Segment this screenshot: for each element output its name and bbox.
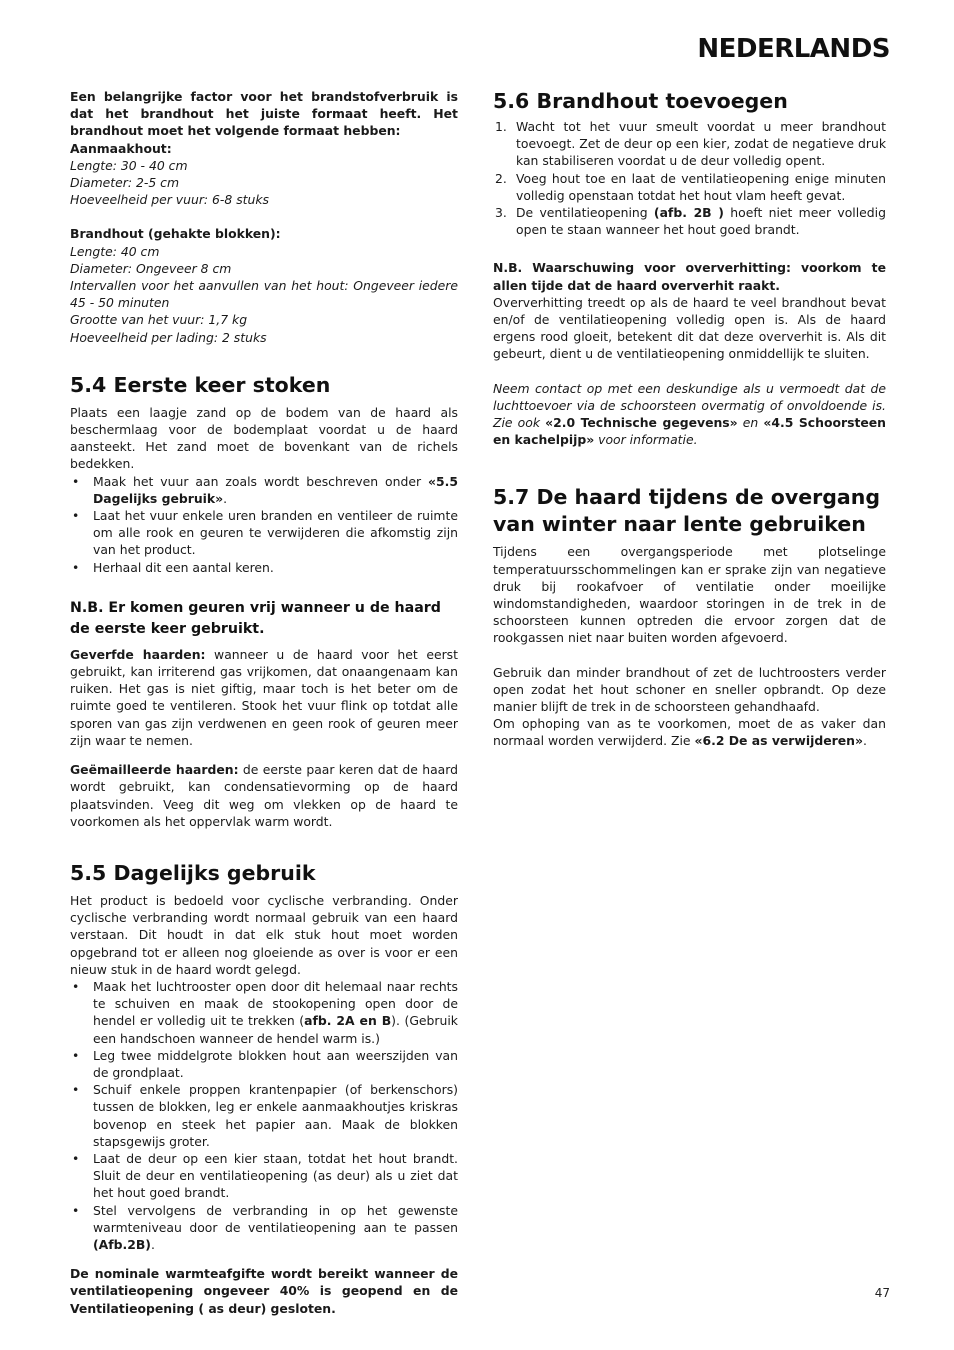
kindling-label: Aanmaakhout:	[70, 140, 172, 156]
painted-stoves-text: Geverfde haarden: wanneer u de haard voor het eerst gebruikt, kan irriterend gas vrijkomen, dat onaangenaam kan ruiken. Het gas is niet giftig, maar toch is het beter om de ruimte goed te ventileren. Stook het vuur flink op totdat alle sporen van gas zijn verdwenen en geen rook of geuren meer zijn waar te nemen.	[70, 646, 458, 748]
reference-link: «2.0 Technische gegevens»	[545, 415, 738, 431]
contact-expert-text: Neem contact op met een deskundige als u vermoedt dat de luchttoevoer via de schoorsteen overmatig of onvoldoende is. Zie ook «2.0 Technische gegevens» en «4.5 Schoorsteen en kachelpijp» voor informatie.	[493, 380, 887, 448]
list-item: • Herhaal dit een aantal keren.	[72, 559, 274, 575]
list-item: • Leg twee middelgrote blokken hout aan weerszijden van de grondplaat.	[72, 1047, 458, 1080]
section-5-5-list	[70, 978, 458, 1253]
reference-link: «6.2 De as verwijderen»	[694, 733, 863, 749]
fuel-intro: Een belangrijke factor voor het brandstofverbruik is dat het brandhout het juiste formaat heeft. Het brandhout moet het volgende formaat hebben:	[70, 89, 458, 139]
nominal-heat-output-note: De nominale warmteafgifte wordt bereikt wanneer de ventilatieopening ongeveer 40% is geopend en de Ventilatieopening ( as deur) gesloten.	[70, 1266, 458, 1316]
page-header-language: NEDERLANDS	[697, 34, 890, 64]
section-5-7-paragraph-1: Tijdens een overgangsperiode met plotselinge temperatuursschommelingen kan er sprake zijn van negatieve druk bij rookafvoer of ventilatie onder moeilijke windomstandigheden, waardoor storingen in de trek in de schoorsteen kunnen optreden die ervoor zorgen dat de rookgassen niet naar buiten worden afgevoerd.	[493, 544, 886, 646]
reference-link: «4.5 Schoorsteen en kachelpijp»	[493, 415, 887, 448]
section-5-7-paragraph-2: Gebruik dan minder brandhout of zet de luchtroosters verder open zodat het hout schoner en sneller opbrandt. Op deze manier blijft de trek in de schoorsteen gehandhaafd.	[493, 664, 886, 715]
list-item: • Maak het vuur aan zoals wordt beschreven onder «5.5 Dagelijks gebruik».	[72, 473, 458, 506]
section-5-6-title: 5.6 Brandhout toevoegen	[493, 89, 788, 113]
logs-length: Lengte: 40 cm	[70, 243, 160, 259]
left-column	[70, 88, 458, 1317]
logs-interval: Intervallen voor het aanvullen van het hout: Ongeveer iedere 45 - 50 minuten	[70, 278, 458, 311]
section-5-7-paragraph-3: Om ophoping van as te voorkomen, moet de as vaker dan normaal worden verwijderd. Zie «6.2 De as verwijderen».	[493, 716, 886, 749]
list-item: 3. De ventilatieopening (afb. 2B ) hoeft niet meer volledig open te staan wanneer het hout goed brandt.	[495, 205, 886, 238]
list-item: • Stel vervolgens de verbranding in op het gewenste warmteniveau door de ventilatieopening aan te passen (Afb.2B).	[72, 1202, 458, 1252]
kindling-quantity: Hoeveelheid per vuur: 6-8 stuks	[70, 192, 270, 208]
fuel-size-block	[70, 88, 458, 346]
page-number: 47	[874, 1286, 890, 1300]
figure-reference: (afb. 2B )	[653, 205, 724, 221]
section-5-4-title: 5.4 Eerste keer stoken	[70, 372, 331, 397]
figure-reference: (Afb.2B)	[93, 1236, 151, 1252]
list-item: 2. Voeg hout toe en laat de ventilatieopening enige minuten volledig openstaan totdat het hout vlam heeft gevat.	[495, 170, 886, 203]
enamel-stoves-text: Geëmailleerde haarden: de eerste paar keren dat de haard wordt gebruikt, kan condensatievorming op de haard plaatsvinden. Veeg dit weg om vlekken op de haard te voorkomen als het oppervlak warm wordt.	[70, 762, 458, 829]
section-5-4-list	[70, 473, 458, 576]
logs-diameter: Diameter: Ongeveer 8 cm	[70, 260, 232, 276]
list-item: • Laat de deur op een kier staan, totdat het hout brandt. Sluit de deur en ventilatieopening (as deur) als u ziet dat het hout goed brandt.	[72, 1150, 458, 1201]
section-5-5-title: 5.5 Dagelijks gebruik	[70, 860, 316, 885]
list-item: • Laat het vuur enkele uren branden en ventileer de ruimte om alle rook en geuren te verwijderen die afkomstig zijn van het product.	[72, 508, 458, 558]
section-5-6-list	[493, 118, 886, 238]
right-column	[493, 88, 886, 750]
section-5-4-intro: Plaats een laagje zand op de bodem van de haard als beschermlaag voor de bodemplaat voordat u de haard aansteekt. Het zand moet de bovenkant van de richels bedekken.	[70, 404, 458, 472]
logs-fire-size: Grootte van het vuur: 1,7 kg	[70, 312, 248, 328]
list-item: • Schuif enkele proppen krantenpapier (of berkenschors) tussen de blokken, leg er enkele aanmaakhoutjes kriskras bovenop en steek het papier aan. Maak de blokken stapsgewijs groter.	[72, 1082, 458, 1149]
kindling-length: Lengte: 30 - 40 cm	[70, 157, 188, 173]
logs-label: Brandhout (gehakte blokken):	[70, 226, 281, 242]
overheating-warning-heading: N.B. Waarschuwing voor oververhitting: voorkom te allen tijde dat de haard oververhit raakt.	[493, 260, 886, 293]
section-5-5-intro: Het product is bedoeld voor cyclische verbranding. Onder cyclische verbranding wordt normaal gebruik van een haard verstaan. Dit houdt in dat elk stuk hout moet worden opgebrand tot er alleen nog gloeiende as over is voor er een nieuw stuk in de haard wordt gelegd.	[70, 892, 458, 977]
logs-per-load: Hoeveelheid per lading: 2 stuks	[70, 329, 267, 345]
section-5-7-title: 5.7 De haard tijdens de overgang van winter naar lente gebruiken	[493, 485, 881, 537]
figure-reference: afb. 2A en B	[304, 1013, 392, 1029]
overheating-warning-text: Oververhitting treedt op als de haard te veel brandhout bevat en/of de ventilatieopening volledig open is. Als de haard ergens rood gloeit, betekent dit dat deze oververhit is. Als dit gebeurt, dient u de ventilatieopening onmiddellijk te sluiten.	[493, 294, 886, 362]
first-use-note-heading: N.B. Er komen geuren vrij wanneer u de haard de eerste keer gebruikt.	[70, 599, 441, 637]
list-item: 1. Wacht tot het vuur smeult voordat u meer brandhout toevoegt. Zet de deur op een kier, zodat de negatieve druk kan stabiliseren voordat u de deur volledig opent.	[495, 119, 886, 169]
reference-link: «5.5 Dagelijks gebruik»	[93, 473, 458, 506]
list-item: • Maak het luchtrooster open door dit helemaal naar rechts te schuiven en maak de stookopening open door de hendel er volledig uit te trekken (afb. 2A en B). (Gebruik een handschoen wanneer de hendel warm is.)	[72, 978, 458, 1046]
kindling-diameter: Diameter: 2-5 cm	[70, 175, 180, 191]
